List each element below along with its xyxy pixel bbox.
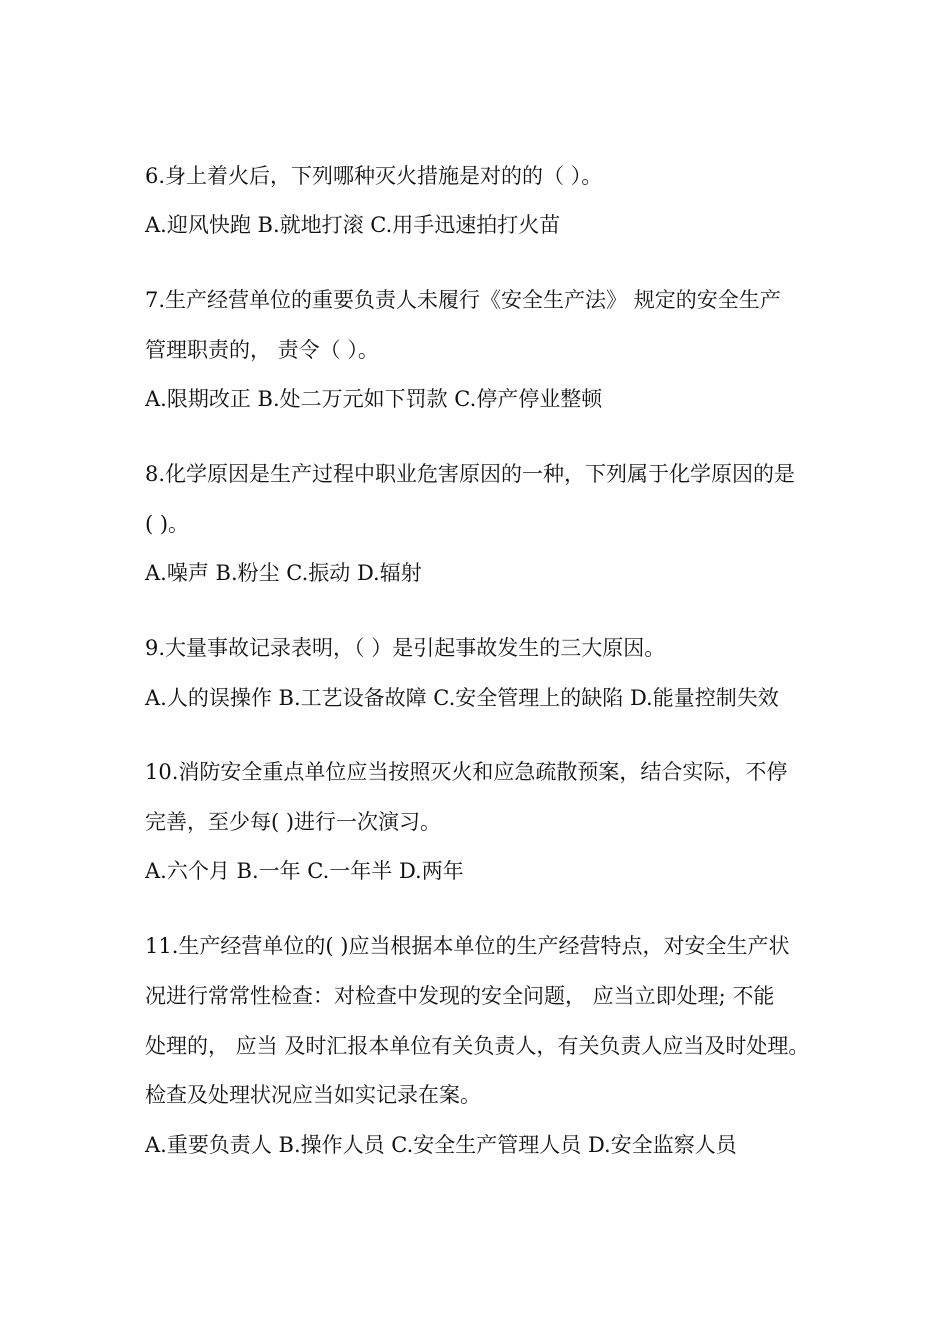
question-11-options: A.重要负责人 B.操作人员 C.安全生产管理人员 D.安全监察人员 xyxy=(145,1133,737,1157)
question-11-text-line-4: 检查及处理状况应当如实记录在案。 xyxy=(145,1083,481,1107)
question-11-text-line-1: 11.生产经营单位的( )应当根据本单位的生产经营特点，对安全生产状 xyxy=(145,934,790,958)
question-10-text-line-1: 10.消防安全重点单位应当按照灭火和应急疏散预案，结合实际，不停 xyxy=(145,760,788,784)
question-10-text-line-2: 完善，至少每( )进行一次演习。 xyxy=(145,810,442,834)
question-9-text: 9.大量事故记录表明，（ ）是引起事故发生的三大原因。 xyxy=(145,636,666,660)
question-11-text-line-3: 处理的， 应当 及时汇报本单位有关负责人，有关负责人应当及时处理。 xyxy=(145,1034,810,1058)
question-10-options: A.六个月 B.一年 C.一年半 D.两年 xyxy=(145,859,464,883)
question-9-options: A.人的误操作 B.工艺设备故障 C.安全管理上的缺陷 D.能量控制失效 xyxy=(145,686,779,710)
question-6-text: 6.身上着火后，下列哪种灭火措施是对的的（ ）。 xyxy=(145,164,603,188)
question-8-text-line-1: 8.化学原因是生产过程中职业危害原因的一种，下列属于化学原因的是 xyxy=(145,462,796,486)
question-11-text-line-2: 况进行常常性检查：对检查中发现的安全问题， 应当立即处理; 不能 xyxy=(145,984,775,1008)
question-7-options: A.限期改正 B.处二万元如下罚款 C.停产停业整顿 xyxy=(145,387,603,411)
question-6-options: A.迎风快跑 B.就地打滚 C.用手迅速拍打火苗 xyxy=(145,213,561,237)
question-8-options: A.噪声 B.粉尘 C.振动 D.辐射 xyxy=(145,561,422,585)
question-8-text-line-2: ( )。 xyxy=(145,512,190,536)
question-7-text-line-1: 7.生产经营单位的重要负责人未履行《安全生产法》 规定的安全生产 xyxy=(145,288,781,312)
question-7-text-line-2: 管理职责的， 责令（ ）。 xyxy=(145,338,379,362)
